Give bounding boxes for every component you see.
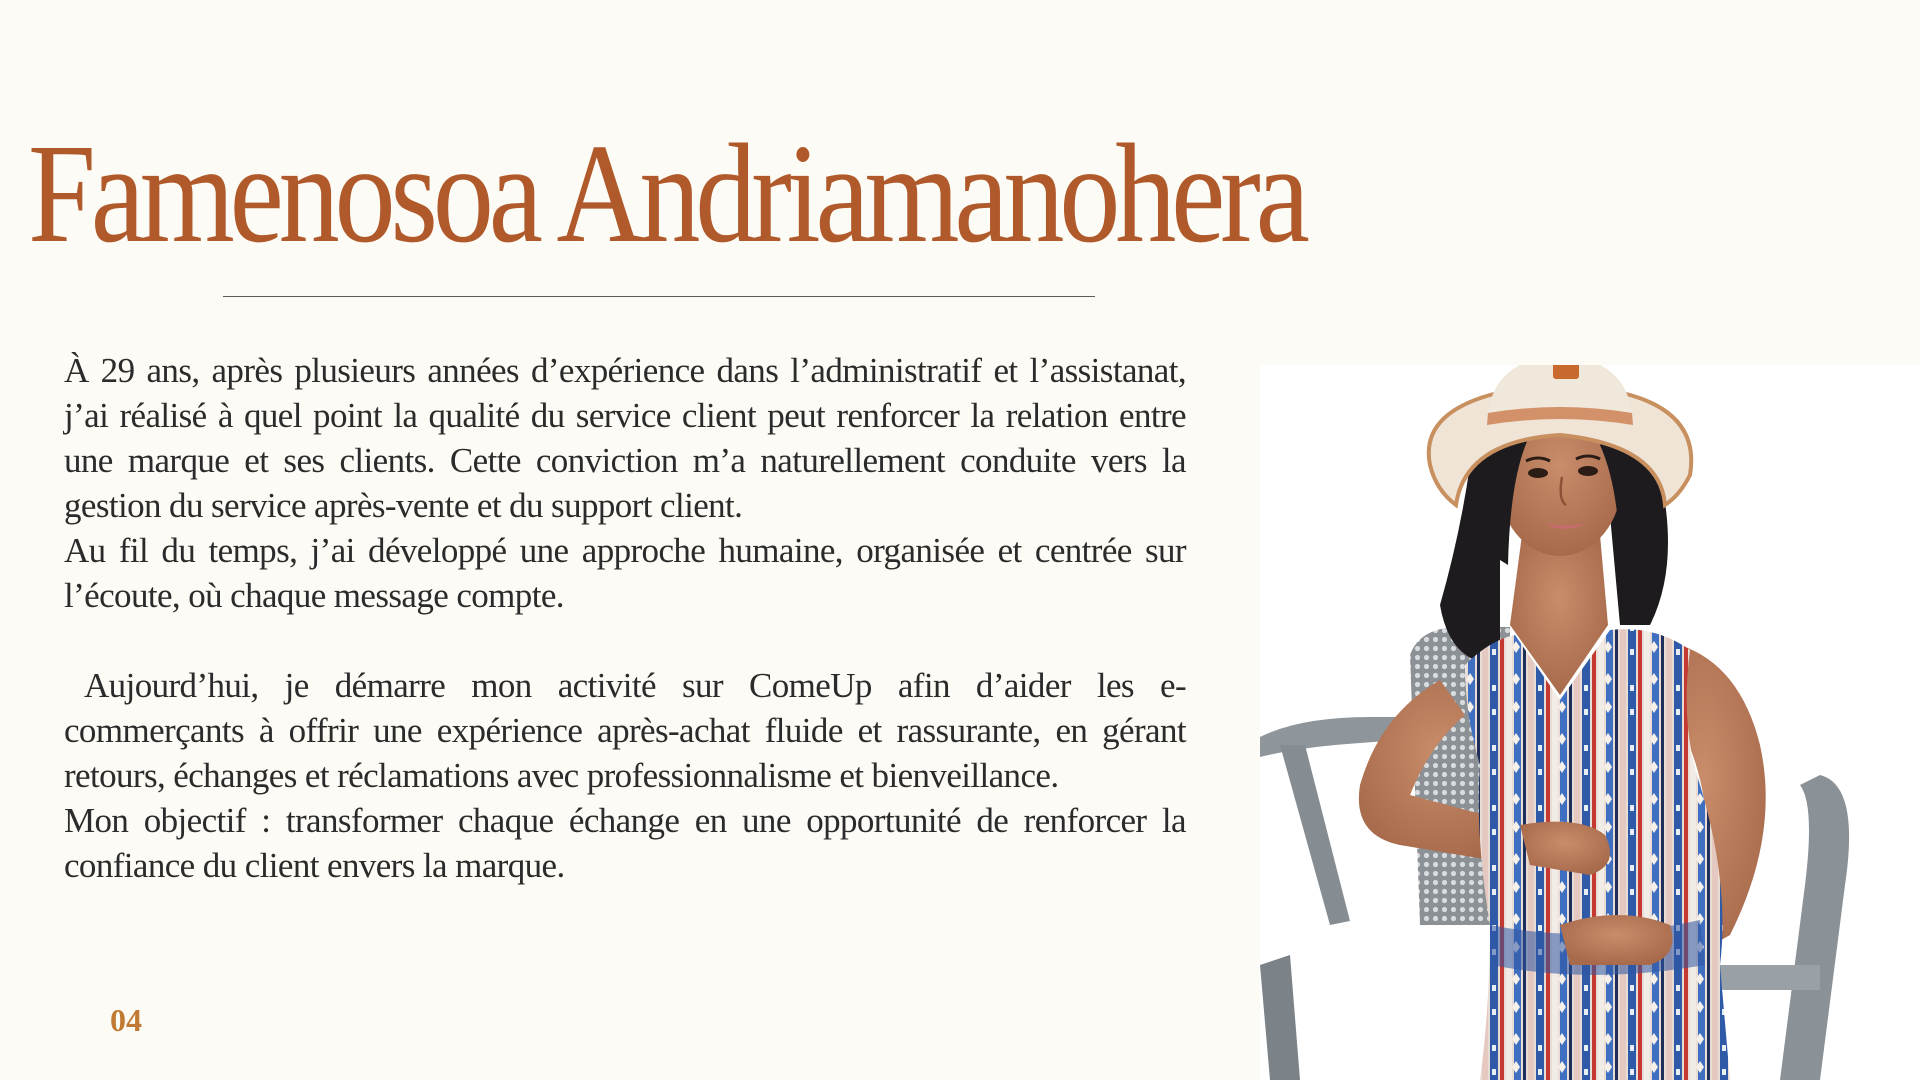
bio-paragraph-3: Aujourd’hui, je démarre mon activité sur ComeUp afin d’aider les e-commerçants à offrir une expérience après-achat fluide et rassurante, en gérant retours, échanges et réclamations avec professionnalisme et bienveillance. [64,666,1186,795]
paragraph-spacer [64,618,1186,663]
bio-paragraph-1: À 29 ans, après plusieurs années d’expérience dans l’administratif et l’assistanat, j’ai réalisé à quel point la qualité du service client peut renforcer la relation entre une marque et ses clients. Cette conviction m’a naturellement conduite vers la gestion du service après-vente et du support client. [64,351,1186,525]
page-number: 04 [110,1002,142,1038]
title-divider [223,296,1095,297]
bio-paragraph-4: Mon objectif : transformer chaque échange en une opportunité de renforcer la confiance du client envers la marque. [64,801,1186,885]
portrait-photo [1260,365,1920,1080]
page-title: Famenosoa Andriamanohera [28,114,1305,272]
bio-paragraph-2: Au fil du temps, j’ai développé une approche humaine, organisée et centrée sur l’écoute, où chaque message compte. [64,531,1186,615]
bio-text [64,348,1186,888]
